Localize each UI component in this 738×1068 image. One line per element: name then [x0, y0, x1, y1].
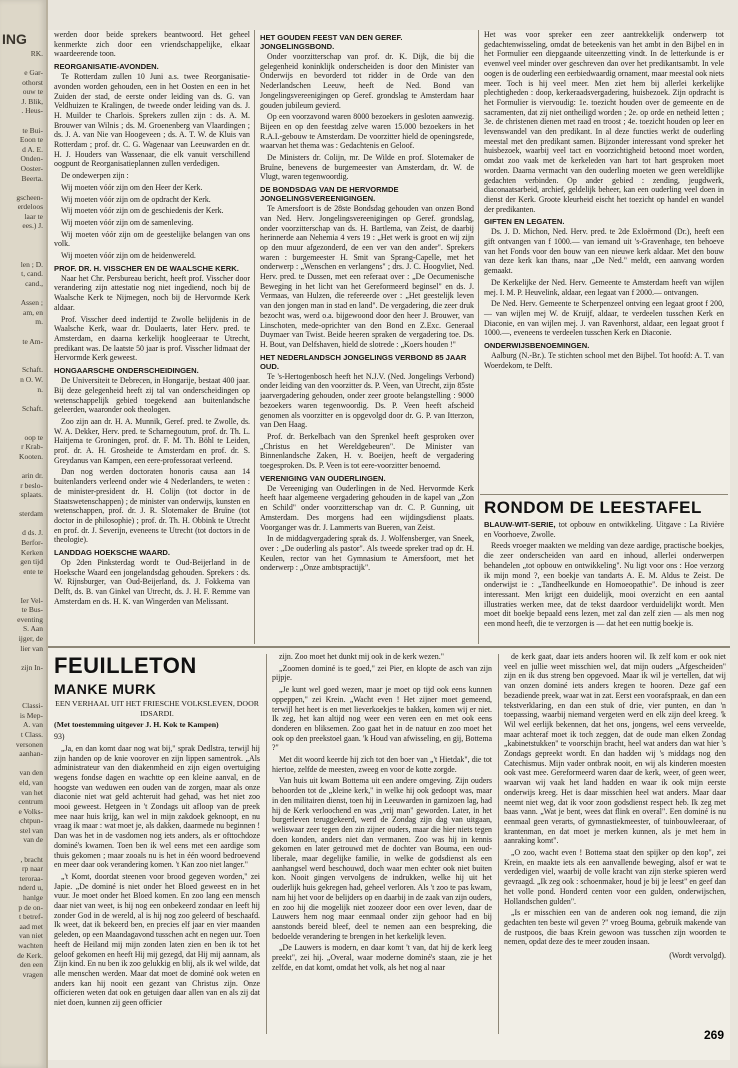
section-paragraph: Wij moeten vóór zijn om de geschiedenis der Kerk.: [61, 206, 224, 216]
prev-page-fragment: , bracht: [20, 854, 43, 864]
story-chapter: 93): [54, 732, 65, 742]
prev-page-fragment: [0, 394, 46, 404]
previous-page-edge: [0, 0, 48, 1068]
prev-page-fragment: van de: [23, 835, 43, 845]
section-heading: LANDDAG HOEKSCHE WAARD.: [54, 548, 171, 558]
prev-page-fragment: J. Blik,: [21, 96, 43, 106]
prev-page-fragment: len ; D.: [20, 259, 43, 269]
section-paragraph: De Ministers dr. Colijn, mr. De Wilde en prof. Slotemaker de Bruïne, benevens de burgemeester van Amsterdam, dr. W. de Vlugt, waren tegenwoordig.: [260, 153, 474, 182]
prev-page-fragment: [0, 576, 46, 586]
section-divider: [48, 646, 730, 648]
prev-page-fragment: . Heus-: [21, 106, 43, 116]
story-paragraph: „Is er misschien een van de anderen ook nog iemand, die zijn gedachten ten beste wil geven ?" vroeg Bouma, gebruik makende van de rustpoos, die baas Krein gewoon was tusschen zijn woorden te nemen, opdat deze des te meer zouden insaan.: [504, 908, 726, 947]
prev-page-fragment: rp naar: [21, 864, 43, 874]
column-1-intro: werden door beide sprekers beantwoord. Het geheel kenmerkte zich door een vriendschappelijke, elkaar waardeerende toon.: [54, 30, 250, 59]
prev-page-fragment: [0, 586, 46, 596]
prev-page-fragment: Classi-: [22, 701, 43, 711]
prev-page-fragment: te Bus-: [21, 605, 43, 615]
prev-page-fragment: te Bui-: [22, 125, 43, 135]
prev-page-fragment: is Mep-: [19, 710, 43, 720]
prev-page-fragment: Beerta.: [21, 173, 43, 183]
prev-page-fragment: hanlge: [23, 893, 43, 903]
prev-page-fragment: versonen: [15, 739, 43, 749]
story-paragraph: zijn. Zoo moet het dunkt mij ook in de kerk wezen.": [279, 652, 444, 661]
story-paragraph: „O zoo, wacht even ! Bottema staat den spijker op den kop", zei Krein, en maakte iets als een aanvallende beweging, alsof er wat te verdedigen viel, waarbij de volle kracht van zijn sterke spieren werd gevraagd. „Ik zeg ook : schoenmaker, houd je bij je leest" en geef dan het volle pond. Honderd centen voor een gulden, onderwijschen, Hollandschen gulden".: [504, 848, 726, 906]
prev-page-fragment: eventing: [17, 614, 43, 624]
story-paragraph: „De Lauwers is modern, en daar komt 't van, dat hij de kerk leeg preekt", zei hij. „Overal, waar moderne dominé's staan, zie je het zelfde, en dat komt, omdat het volk, als het nog al naar: [272, 943, 492, 972]
section-heading: DE BONDSDAG VAN DE HERVORMDE JONGELINGSVEREENIGINGEN.: [260, 185, 399, 204]
prev-page-fragment: [0, 19, 46, 29]
rondom-subheading: BLAUW-WIT-SERIE,: [484, 520, 556, 529]
section-paragraph: Op 2den Pinksterdag wordt te Oud-Beijerland in de Hoeksche Waard een jongelandsdag gehouden. Sprekers : ds. W. Rijnsburger, van Oud-Beijerland, ds. J. Fokkema van Delft, ds. B. van Ginkel van Utrecht, ds. J. H. F. Remme van Amsterdam en ds. H. K. van Wingerden van Melissant.: [54, 558, 250, 606]
rondom-de-leestafel: [482, 496, 726, 631]
prev-page-fragment: [0, 356, 46, 366]
section-paragraph: Ds. J. D. Michon, Ned. Herv. pred. te 2de Exloërmond (Dr.), heeft een gift ontvangen van f 1000.— van iemand uit 's-Gravenhage, ten behoeve van het Fonds voor den bouw van een nieuwe kerk aldaar. Met den bouw van deze kerk kan thans, naar „De Ned." meldt, een aanvang worden gemaakt.: [484, 227, 724, 276]
feuilleton-column-c: [504, 652, 726, 963]
prev-page-fragment: ijger, de: [18, 634, 43, 643]
prev-page-fragment: oop te: [24, 432, 43, 442]
prev-page-fragment: t Class.: [20, 729, 43, 739]
column-divider: [254, 30, 255, 644]
prev-page-fragment: Kooten.: [19, 451, 43, 461]
prev-page-fragment: [0, 500, 46, 510]
prev-page-fragment: t betref-: [19, 912, 43, 922]
feuilleton-text-a: [54, 744, 260, 1008]
rondom-sub-rest: tot opbouw en ontwikkeling. Uitgave : La Rivière en Voorhoeve, Zwolle.: [484, 520, 725, 539]
prev-page-fragment: [0, 241, 46, 251]
prev-page-fragment: Schaft.: [21, 365, 43, 375]
section-paragraph: Te Rotterdam zullen 10 Juni a.s. twee Reorganisatie-avonden worden gehouden, een in het Oosten en een in het Zuiden der stad, de eerste onder leiding van ds. G. van Veldhuizen te Kralingen, de tweede onder leiding van ds. J. H. Muilder te Charlois. Sprekers zullen zijn : ds. A. M. Brouwer van Wilnis ; ds. M. Groenenberg van Vlaardingen ; ds. J. A. van Nie van Hoogeveen ; ds. A. T. W. de Kluis van Rotterdam ; prof. dr. C. G. Wagenaar van Leeuwarden en dr. H. J. Houders van Wassenaar, die elk vanuit verschillend oogpunt de Reorganisatieplannen zullen verdedigen.: [54, 72, 250, 169]
prev-page-fragment: sterdam: [19, 509, 43, 519]
rondom-body: [484, 520, 724, 629]
story-permission: (Met toestemming uitgever J. H. Kok te Kampen): [54, 720, 219, 730]
prev-page-fragment: [0, 250, 46, 260]
section-paragraph: Dan nog werden doctoraten honoris causa aan 14 buitenlanders verleend onder wie 4 Nederlanders, te weten : de minister-president dr. H. Colijn (tot doctor in de Staatswetenschappen) ; de minister van onderwijs, kunsten en wetenschappen, prof. dr. J. R. Slotemaker de Bruïne (tot doctor in de philosophie) ; prof. dr. Th. H. Obbink te Utrecht en prof. dr. J. Severijn, eveneens te Utrecht (tot doctors in de theologie).: [54, 467, 250, 545]
feuilleton-column-b: [272, 652, 492, 975]
to-be-continued: (Wordt vervolgd).: [669, 951, 726, 961]
prev-page-fragment: [0, 845, 46, 855]
prev-page-fragment: van den: [19, 768, 43, 778]
prev-page-fragment: [0, 423, 46, 433]
prev-page-fragment: A. van: [23, 720, 43, 730]
prev-page-fragment: van niet: [19, 931, 43, 941]
prev-page-fragment: [0, 413, 46, 423]
prev-page-fragment: aad met: [19, 921, 43, 931]
newspaper-page: [48, 30, 730, 1060]
section-paragraph: Onder voorzitterschap van prof. dr. K. Dijk, die bij die gelegenheid koninklijk onderscheiden is door den Minister van Onderwijs en bevorderd tot ridder in de Orde van den Nederlandschen Leeuw, heeft de Ned. Bond van Jongelingsvereenigingen op Geref. grondslag te Amsterdam haar gouden jubileum gevierd.: [260, 52, 474, 110]
prev-page-fragment: [0, 519, 46, 529]
section-paragraph: Wij moeten vóór zijn om de opdracht der Kerk.: [61, 194, 211, 204]
section-heading: ONDERWIJSBENOEMINGEN.: [484, 341, 590, 351]
prev-page-fragment: laar te: [24, 211, 43, 221]
story-paragraph: „Zoomen dominé is te goed," zei Pier, en klopte de asch van zijn pijpje.: [272, 663, 492, 683]
prev-page-fragment: r beslo-: [20, 480, 43, 490]
prev-page-fragment: centrum: [18, 797, 43, 807]
prev-page-fragment: van het: [21, 787, 43, 797]
column-1: [54, 30, 250, 609]
section-divider: [480, 494, 728, 495]
prev-page-fragment: [0, 692, 46, 702]
column-3-intro: Het was voor spreker een zeer aantrekkelijk onderwerp tot gedachtenwisseling, omdat de beteekenis van het ambt in den Bijbel en in het Formulier een diepgaande uiteenzetting vindt. In de letterkunde is er evenwel veel minder over geschreven dan over het predikantsambt. In vele oogen is de ouderling een eerbiedwaardig ornament, maar meestal ook niets meer. Toch is hij veel meer. Men ziet hem bij allerlei kerkelijke plechtigheden : doop, kerkeraadsvergadering, huisbezoek. Zijn opdracht is het Formulier is viervoudig: 1e. toezicht houden over de gemeente en de sacramenten, dat zij niet ontheiligd worden ; 2e. op orde en netheid letten ; 3e. de christenen dienen met raad en troost ; 4e. toezicht houden op leer en levenswandel van den predikant. In al deze functies werkt de ouderling meestal met den predikant samen. Bijzonder interessant vond spreker het huisbezoek, waarbij veel tact en voorzichtigheid betoond moet worden, omdat zoo vaak met de kerkeleden van hart tot hart gesproken moet worden. Daarna vermacht van den ouderling moeten we geen wereldlijke gedachten verbinden. Op ander gebied : zending, jeugdwerk, diaconaatsarbeid, archief, geldelijk beheer, kan een ouderling veel doen in dienst der Kerk. Groote kleurheid eischt het toezicht op handel en wandel der predikanten.: [484, 30, 724, 214]
prev-page-fragment: [0, 461, 46, 471]
prev-page-fragment: Assen ;: [20, 298, 43, 308]
prev-page-fragment: [0, 759, 46, 769]
prev-page-fragment: [0, 289, 46, 299]
prev-page-fragment: zijn In-: [21, 662, 43, 672]
column-divider: [498, 654, 499, 1034]
prev-page-fragment: [0, 682, 46, 692]
prev-page-fragment: m.: [35, 317, 43, 327]
prev-page-fragment: Schaft.: [21, 403, 43, 413]
prev-page-fragment: ente te: [23, 566, 43, 576]
section-paragraph: Wij moeten vóór zijn om de geestelijke belangen van ons volk.: [54, 229, 250, 249]
prev-page-fragment: Ooster-: [20, 163, 43, 173]
prev-page-fragment: p de on-: [18, 902, 43, 912]
prev-page-fragment: erdeloos: [17, 202, 43, 212]
prev-page-fragment: [0, 231, 46, 241]
feuilleton-text-c: [504, 652, 726, 947]
prev-page-fragment: [0, 10, 46, 20]
rondom-paragraph: Reeds vroeger maakten we melding van deze aardige, practische boekjes, die zeer onderscheiden van aard en inhoud, allerlei onderwerpen behandelen „tot opbouw en ontwikkeling". Nu ligt voor ons : Hoe verzorg ik mijn mond ?, een boekje van tandarts A. E. M. Aldus te Zeist. De onderwijst ie : „Tandheelkunde en Homoeopathie". De inhoud is zeer interessant. Men krijgt een duidelijk, mooi overzicht en een aantal illustraties werken mee, dat de tekst daardoor verduidelijkt wordt. Men moet dit boekje bepaald eens lezen, met zal dan zelf zien — als men nog een mond heeft, die te verzorgen is — dat het een nuttig boekje is.: [484, 541, 724, 629]
prev-page-fragment: [0, 183, 46, 193]
section-paragraph: Te 's-Hertogenbosch heeft het N.J.V. (Ned. Jongelings Verbond) onder leiding van den voorzitter ds. P. Veen, van Utrecht, zijn 85ste jaarvergadering gehouden, onder zeer groote belangstelling : 9000 bezoekers waren tegenwoordig. Ds. P. Veen heeft afscheid genomen als voorzitter en is opgevolgd door dr. G. P. van Itterzon, van Den Haag.: [260, 371, 474, 430]
prev-page-fragment: r Krab-: [21, 442, 43, 452]
section-paragraph: De Vereeniging van Ouderlingen in de Ned. Hervormde Kerk heeft haar algemeene vergadering gehouden in de kapel van „Zon en Schild" onder voorzitterschap van dr. C. P. Gunning, uit Amsterdam. Des morgens had een wijdingsdienst plaats. Voorganger was dr. J. Lammerts van Bueren, van Zeist.: [260, 483, 474, 532]
story-subtitle: EEN VERHAAL UIT HET FRIESCHE VOLKSLEVEN, DOOR IDSARDI.: [55, 699, 259, 718]
prev-page-fragment: Eoon te: [19, 135, 43, 145]
section-heading: HET GOUDEN FEEST VAN DEN GEREF. JONGELINGSBOND.: [260, 33, 403, 51]
prev-page-fragment: [0, 116, 46, 126]
prev-page-fragment: splaats.: [20, 490, 43, 500]
section-paragraph: Aalburg (N.-Br.). Te stichten school met den Bijbel. Tot hoofd: A. T. van Woerdekom, te Delft.: [484, 351, 724, 370]
prev-page-fragment: eld, van: [19, 777, 43, 787]
story-title: MANKE MURK: [54, 681, 157, 697]
prev-page-fragment: wachten: [18, 941, 43, 950]
prev-page-fragment: [0, 653, 46, 663]
prev-page-fragment: gscheen-: [16, 192, 43, 202]
prev-page-fragment: vragen: [22, 969, 43, 979]
section-paragraph: De Universiteit te Debrecen, in Hongarije, bestaat 400 jaar. Bij deze gelegenheid heeft zij tal van onderscheidingen op wetenschappelijk gebied toegekend aan buitenlandsche geleerden, waaronder ook theologen.: [54, 376, 250, 415]
column-3: [484, 30, 724, 373]
prev-page-fragment: [0, 327, 46, 337]
story-paragraph: „'t Komt, doordat steenen voor brood gegeven worden," zei Japie. „De dominé is niet onder het Bloed geweest en in het vuur. Je moet onder het Bloed komen. En zoo lang een mensch daar niet van weet, is hij nog een onbekeerd zondaar en leeft hij zonder God in de wereld, al is hij nog zoo geleerd of beschaafd. Ik weet, dat ik bekeerd ben, en precies elf jaar en vier maanden geleden, op een Maandagavond tusschen acht en negen uur. Toen heeft de Heiland mij mijn zonden laten zien en ben ik tot het geloof gekomen en heeft Hij mij gezegd, dat Hij mij aannam, als Zijn kind. En nu ben ik zoo gelukkig en blij, als ik wel wilde, dat alle menschen werden. Maar dat moet de dominé ook weten en anders kan hij nooit een gezant van Christus zijn. Onze officieren weten dat ook en getuigen daar allen van en als zij dat niet doen, kunnen zij geen officier: [54, 871, 260, 1008]
prev-page-fragment: gen tijd: [20, 557, 43, 567]
prev-page-fragment: stel van: [19, 825, 43, 835]
column-divider: [478, 30, 479, 644]
section-heading: VERENIGING VAN OUDERLINGEN.: [260, 473, 386, 483]
section-heading: HONGAARSCHE ONDERSCHEIDINGEN.: [54, 366, 199, 376]
prev-page-fragment: de Kerk.: [17, 950, 43, 960]
feuilleton-title: FEUILLETON: [54, 653, 197, 678]
prev-page-fragment: chtpun-: [20, 816, 43, 826]
section-paragraph: Wij moeten vóór zijn om de heidenwereld.: [61, 251, 196, 261]
section-paragraph: Zoo zijn aan dr. H. A. Munnik, Geref. pred. te Zwolle, ds. W. A. Dekker, Herv. pred. te Scharnegoutum, prof. dr. Th. L. Haitjema te Groningen, prof. dr. F. M. Th. Böhl te Leiden, prof. dr. A. H. Grosheide te Amsterdam en prof. dr. S. Greydanus van Kampen, een eere-professoraat verleend.: [54, 416, 250, 465]
prev-page-fragment: Kerken: [20, 547, 43, 557]
section-paragraph: Op een voorzavond waren 8000 bezoekers in gesloten aanwezig. Bijeen en op den feestdag zelve waren 15.000 bezoekers in het R.A.I.-gebouw te Amsterdam. De voorzitter hield de openingsrede, waarvan het thema was : Gedachtenis en Geloof.: [260, 112, 474, 151]
prev-page-fragment: arin dr.: [21, 470, 43, 480]
column-divider: [266, 654, 267, 1034]
prev-page-fragment: cand.,: [25, 279, 43, 289]
prev-page-fragment: am, en: [23, 307, 43, 317]
prev-page-fragment: Berfor-: [21, 538, 43, 548]
section-paragraph: Wij moeten vóór zijn om den Heer der Kerk.: [61, 182, 203, 192]
prev-page-fragment: e Volks-: [18, 806, 43, 816]
prev-page-fragment: nderd u,: [18, 883, 43, 893]
page-number: 269: [703, 1028, 724, 1042]
section-paragraph: De ondewerpen zijn :: [61, 171, 129, 181]
feuilleton-column-a: [54, 652, 260, 1010]
story-paragraph: „Je kunt wel goed wezen, maar je moet op tijd ook eens kunnen oppeppen," zei Krein. „Wacht even ! Het zijner moet gemeend, terwijl het heet is en met lieverkoekjes te bakken, komen wij er niet. Ik zeg, het kan altijd nog weer een veren een en met ook eens donderen en bliksemen. Zoo gaat het in de natuur en zoo moet het ook op den preekstoel gaan. 'k Houd van afwisseling, en gij, Bottema ?": [272, 685, 492, 753]
prev-page-fragment: RK.: [30, 48, 43, 58]
story-paragraph: de kerk gaat, daar iets anders hooren wil. Ik zelf kom er ook niet veel en jullie weet misschien wel, dat mijn ouders „Afgescheiden" zijn en ik dus streng ben opgevoed. Maar ik wil je vertellen, dat wij van onzen dominé iets anders kregen te hooren. Deze gaf een bezadiende preek, waar wat in zat. Eerst een voorafspraak, en dan een tekstverklaring, en dan een stuk of drie, vier punten, en dan 'n toepassing, waarbij niemand vergeten werd en elk zijn deel kreeg. 'k Wil wel eerlijk bekennen, dat het ons, jongens, wel eens verveelde, maar achteraf moet ik toch zeggen, dat de oude man elken Zondag „kabinetstukken" te voorschijn bracht, heel wat anders dan wat hier 's Zondags gepreekt wordt. En dan hadden wij 's middags nog den Catechismus. Mijn vader ontbrak nooit, en wij als kinderen moesten ook vast mee. Gereformeerd waren daar de kerk, weer, of geen weer, waarvan wij vaak het land hadden en waar ik ook mijn eerste onderwijs kreeg. Het is daar misschien heel wat anders. Maar daar neemt niet weg, dat ik voor zoon godsdienst respect heb. Ik zeg met baas vann. „Wat je bent, wees dat flink en overal". Een dominé is nu eenmaal geen verarts, of gymnastiekmeester, of tuinbouwleeraar, of krantenman, en dat moet je merken kunnen, als je met hem in aanraking komt".: [504, 652, 726, 846]
prev-page-fragment: d ds. J.: [22, 528, 43, 538]
section-heading: REORGANISATIE-AVONDEN.: [54, 62, 159, 72]
section-paragraph: De Ned. Herv. Gemeente te Scherpenzeel ontving een legaat groot f 200,— van wijlen mej W. de Kruijf, aldaar, te verdeelen tusschen Kerk en Diaconie, en van wijlen mej. J. van Ravenhorst, aldaar, een legaat groot f 1000.—, eveneens te verdeelen tusschen Kerk en Diaconie.: [484, 299, 724, 338]
prev-page-fragment: ING: [2, 30, 27, 47]
prev-page-fragment: S. Aan: [22, 624, 43, 634]
prev-page-fragment: den een: [19, 960, 43, 970]
column-2: [260, 30, 474, 575]
section-paragraph: Te Amersfoort is de 28ste Bondsdag gehouden van onzen Bond van Ned. Herv. Jongelingsvereenigingen op Geref. grondslag, onder voorzitterschap van ds. H. Bartlema, van Zeist, de daarbij herinnerde aan Nehemia 4 vers 19 : „Het werk is groot en wij zijn op den muur afgezonderd, de een ver van den ander". Sprekers waren : burgemeester H. Smit van Sprang-Capelle, met het onderwerp : „Wenschen en verlangens" ; drs. J. C. Hoogvliet, Ned. Herv. pred. te Dussen, met een referaat over : „De Oecumenische Beweging in het licht van het Gereformeerd beginsel" en ds. J. Vermaas, van Hulzen, die refereerde over : „Het geestelijk leven van den jongen man in stad en land". De vergadering, die zeer druk bezocht was, werd o.a. bijgewoond door den heer J. Brouwer, van Linschoten, mede-oprichter van den Bond en Z.Exc. Generaal Duymaer van Twist. Beide heeren spraken de vergadering toe. Ds. H. Bout, van Delfshaven, hield de slotrede : „Koers houden !": [260, 204, 474, 349]
prev-page-fragment: Onden-: [20, 154, 43, 164]
section-paragraph: Naar het Chr. Persbureau bericht, heeft prof. Visscher door verandering zijn attestatie nog niet ingediend, noch bij de Waalsche Kerk te Nijmegen, noch bij de Hervormde Kerk aldaar.: [54, 273, 250, 312]
prev-page-fragment: othorst: [22, 77, 43, 87]
prev-page-fragment: te Am-: [22, 336, 43, 346]
prev-page-fragment: [0, 672, 46, 682]
prev-page-fragment: [0, 58, 46, 68]
section-heading: PROF. DR. H. VISSCHER EN DE WAALSCHE KERK.: [54, 263, 239, 273]
prev-page-fragment: t, cand.: [21, 269, 43, 279]
section-heading: HET NEDERLANDSCH JONGELINGS VERBOND 85 JAAR OUD.: [260, 352, 467, 371]
prev-page-fragment: ees.) J.: [22, 221, 43, 231]
section-paragraph: Prof. dr. Berkelbach van den Sprenkel heeft gesproken over „Christus en het Wereldgebeuren". De Minister van Binnenlandsche Zaken, H. v. Boeijen, heeft de vergadering toegesproken. Ds. P. Veen is tot eere-voorzitter benoemd.: [260, 431, 474, 471]
section-paragraph: In de middagvergadering sprak ds. J. Wolfensberger, van Sneek, over : „De ouderling als pastor". Als tweede spreker trad op dr. H. Keulen, rector van het Gymnasium te Amersfoort, met het onderwerp : „Onze ambtspractijk".: [260, 534, 474, 573]
prev-page-fragment: Ier Vel-: [20, 595, 43, 605]
prev-page-fragment: [0, 346, 46, 356]
story-paragraph: Met dit woord keerde hij zich tot den boer van „'t Hietdak", die tot hiertoe, zelfde de meesten, zweeg en voor de kotte zorgde.: [272, 755, 492, 774]
story-paragraph: „Ja, en dan komt daar nog wat bij," sprak Dedlstra, terwijl hij zijn handen op de knie voorover en zijn lippen samentrok. „Als administrateur van den diakenmheid en zijn eigen overtuiging wegens fondse dagen en wachtte op een kleine aanval, en de hoogste van weduwen een ouden van de zorgen, maar als onze diaconie niet wat geld achteruit had gehad, was het niet zoo mooi geweest. Hetgeen in 't Zondags uit afloop van de preek mee naar huis krijg, kan wel in mijn zakdoek geknoopt, en nu vraag ik maar : wat moet je, als dakken, daarmede nu beginnen ! Dan was het in de vasdomen nog iets anders, als er ofttochdoze dominé's kwamen. Toen ben ik wel eens met een aardige som thuis gekomen ; maar zooals nu is het in één woord bedroevend en meer daar ook verandering komen. 't Kan zoo niet langer.": [54, 743, 260, 870]
section-paragraph: Prof. Visscher deed indertijd te Zwolle belijdenis in de Waalsche Kerk, waar dr. Doulaerts, later Herv. pred. te Amsterdam, en daarna kerkelijk hoogleeraar te Utrecht, predikant was. De laatste 50 jaar is prof. Visscher lidmaat der Hervormde Kerk geweest.: [54, 314, 250, 363]
prev-page-fragment: n O. W.: [20, 374, 43, 384]
prev-page-fragment: aanhan-: [19, 749, 43, 759]
prev-page-fragment: n.: [37, 384, 43, 394]
prev-page-fragment: teroraa-: [19, 873, 43, 883]
section-paragraph: De Kerkelijke der Ned. Herv. Gemeente te Amsterdam heeft van wijlen mej. I. M. P. Heuvelink, aldaar, een legaat van f 2000.— ontvangen.: [484, 277, 724, 297]
prev-page-fragment: lier van: [20, 643, 43, 653]
prev-page-fragment: d A. E.: [22, 144, 43, 154]
section-heading: GIFTEN EN LEGATEN.: [484, 217, 565, 227]
prev-page-fragment: [0, 0, 46, 10]
prev-page-fragment: e Gar-: [24, 67, 43, 77]
rondom-title: RONDOM DE LEESTAFEL: [484, 498, 702, 517]
prev-page-fragment: ouw te: [22, 87, 43, 97]
section-paragraph: Wij moeten vóór zijn om de samenleving.: [61, 217, 194, 227]
story-paragraph: Van huis uit kwam Bottema uit een andere omgeving. Zijn ouders behoorden tot de „kleine kerk," in welke hij ook gedoopt was, maar in den militairen dienst, toen hij in Leeuwarden in garnizoen lag, had hij de Kerk verloochend en was „vrij man" geworden. Later, in het burgerleven teruggekeerd, werd de Zondag zijn dag van uitgaan, weliswaar zeer tegen den zin zijner ouders, maar die hier niets tegen doen konden, anders niet dan vermanen. Zoo was hij in kennis gekomen en later getrouwd met de dochter van Bouma, een oud-liberale, maar degelijke familie, in welke de godsdienst als een aanhangsel werd beschouwd, doch waar men echter ook niet buiten kon. Nooit gingen vervolgens de indrukken, welke hij uit het ouderlijk huis gekregen had, geheel verloren. Als 't zoo te pas kwam, nam hij het voor de belijders op en daarbij in de zaak van zijn ouders, en zoo hij die mogelijk niet zoozeer door een over leven, daar de Lauwers hem nog maar eenmaal onder zijn gehoor had en bij aanstonds bereid bleef, deel te nemen aan een bespreking, die bedoelde verandering te brengen in het kerkelijk leven.: [272, 776, 492, 941]
